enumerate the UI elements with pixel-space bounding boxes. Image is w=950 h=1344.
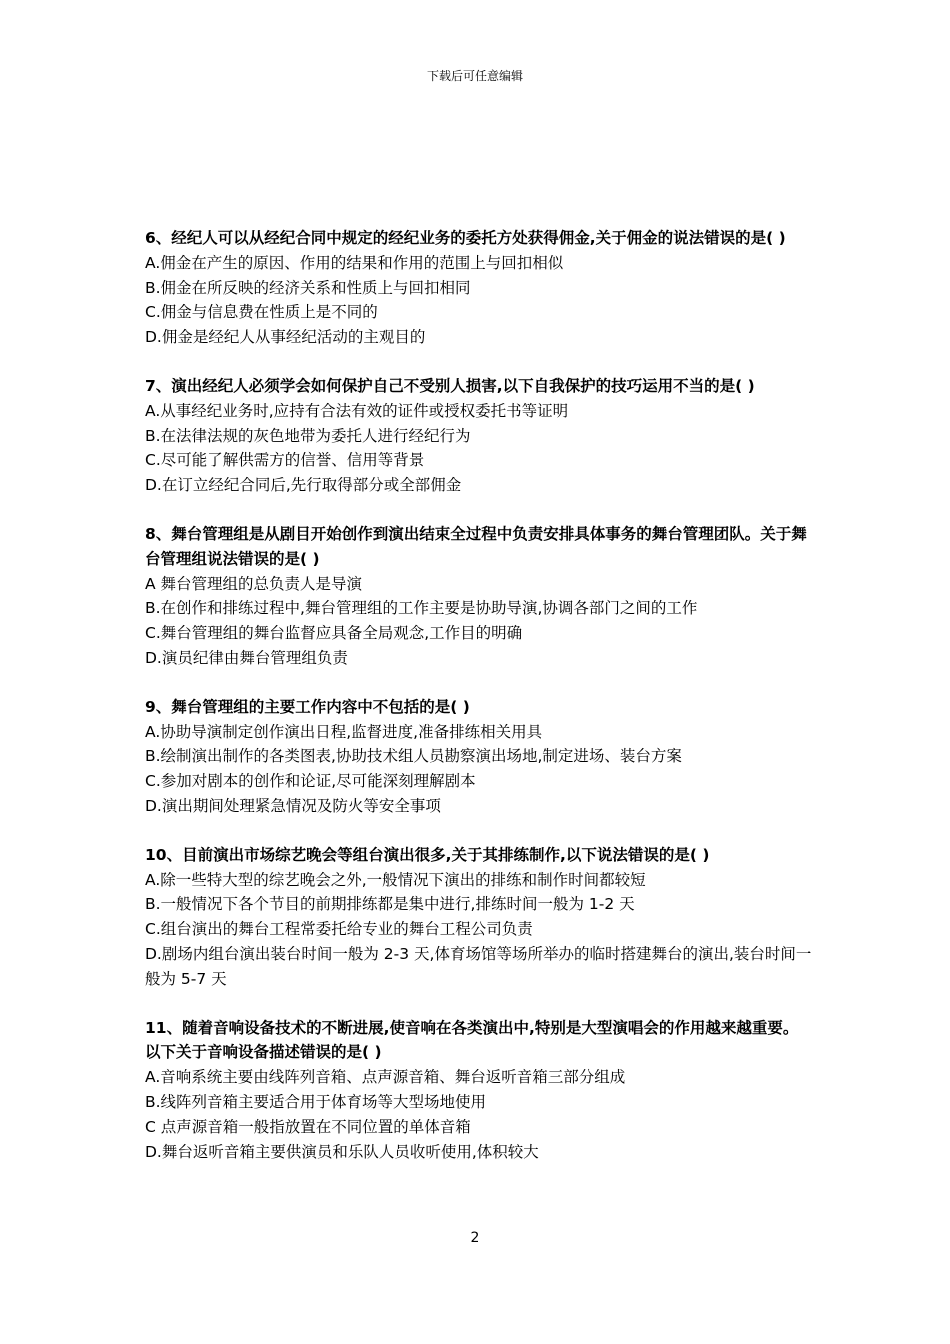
option-c: C.佣金与信息费在性质上是不同的 xyxy=(145,303,378,322)
option-c: C.舞台管理组的舞台监督应具备全局观念,工作目的明确 xyxy=(145,624,523,643)
option-d: D.演员纪律由舞台管理组负责 xyxy=(145,648,348,667)
option-c: C.组台演出的舞台工程常委托给专业的舞台工程公司负责 xyxy=(145,920,533,939)
question-7 xyxy=(145,374,813,498)
option-a: A.音响系统主要由线阵列音箱、点声源音箱、舞台返听音箱三部分组成 xyxy=(145,1068,626,1087)
question-10 xyxy=(145,843,813,992)
question-stem: 11、随着音响设备技术的不断进展,使音响在各类演出中,特别是大型演唱会的作用越来越重要。以下关于音响设备描述错误的是( ) xyxy=(145,1018,799,1062)
page-number: 2 xyxy=(470,1230,480,1246)
question-stem: 6、经纪人可以从经纪合同中规定的经纪业务的委托方处获得佣金,关于佣金的说法错误的是( ) xyxy=(145,229,786,247)
option-c: C.参加对剧本的创作和论证,尽可能深刻理解剧本 xyxy=(145,772,476,791)
question-9 xyxy=(145,695,813,819)
option-a: A.佣金在产生的原因、作用的结果和作用的范围上与回扣相似 xyxy=(145,253,564,272)
option-a: A.协助导演制定创作演出日程,监督进度,准备排练相关用具 xyxy=(145,722,543,741)
option-a: A 舞台管理组的总负责人是导演 xyxy=(145,574,363,593)
option-d: D.剧场内组台演出装台时间一般为 2-3 天,体育场馆等场所举办的临时搭建舞台的演出,装台时间一般为 5-7 天 xyxy=(145,944,812,988)
option-d: D.佣金是经纪人从事经纪活动的主观目的 xyxy=(145,328,426,347)
option-b: B.线阵列音箱主要适合用于体育场等大型场地使用 xyxy=(145,1092,487,1111)
option-c: C.尽可能了解供需方的信誉、信用等背景 xyxy=(145,451,425,470)
question-11 xyxy=(145,1016,813,1165)
option-b: B.在创作和排练过程中,舞台管理组的工作主要是协助导演,协调各部门之间的工作 xyxy=(145,599,698,618)
question-stem: 8、舞台管理组是从剧目开始创作到演出结束全过程中负责安排具体事务的舞台管理团队。关于舞台管理组说法错误的是( ) xyxy=(145,524,807,568)
option-c: C 点声源音箱一般指放置在不同位置的单体音箱 xyxy=(145,1117,471,1136)
option-b: B.一般情况下各个节目的前期排练都是集中进行,排练时间一般为 1-2 天 xyxy=(145,895,635,914)
question-6 xyxy=(145,226,813,350)
page-header: 下载后可任意编辑 xyxy=(426,69,523,83)
question-stem: 7、演出经纪人必须学会如何保护自己不受别人损害,以下自我保护的技巧运用不当的是( ) xyxy=(145,376,755,395)
option-b: B.佣金在所反映的经济关系和性质上与回扣相同 xyxy=(145,278,471,297)
option-a: A.除一些特大型的综艺晚会之外,一般情况下演出的排练和制作时间都较短 xyxy=(145,870,646,889)
option-a: A.从事经纪业务时,应持有合法有效的证件或授权委托书等证明 xyxy=(145,401,569,420)
question-8 xyxy=(145,522,813,671)
option-b: B.在法律法规的灰色地带为委托人进行经纪行为 xyxy=(145,426,471,445)
question-stem: 10、目前演出市场综艺晚会等组台演出很多,关于其排练制作,以下说法错误的是( ) xyxy=(145,845,710,864)
option-b: B.绘制演出制作的各类图表,协助技术组人员勘察演出场地,制定进场、装台方案 xyxy=(145,747,682,766)
option-d: D.演出期间处理紧急情况及防火等安全事项 xyxy=(145,796,441,815)
option-d: D.在订立经纪合同后,先行取得部分或全部佣金 xyxy=(145,476,462,495)
question-list xyxy=(145,226,813,1188)
question-stem: 9、舞台管理组的主要工作内容中不包括的是( ) xyxy=(145,697,470,716)
option-d: D.舞台返听音箱主要供演员和乐队人员收听使用,体积较大 xyxy=(145,1142,539,1161)
